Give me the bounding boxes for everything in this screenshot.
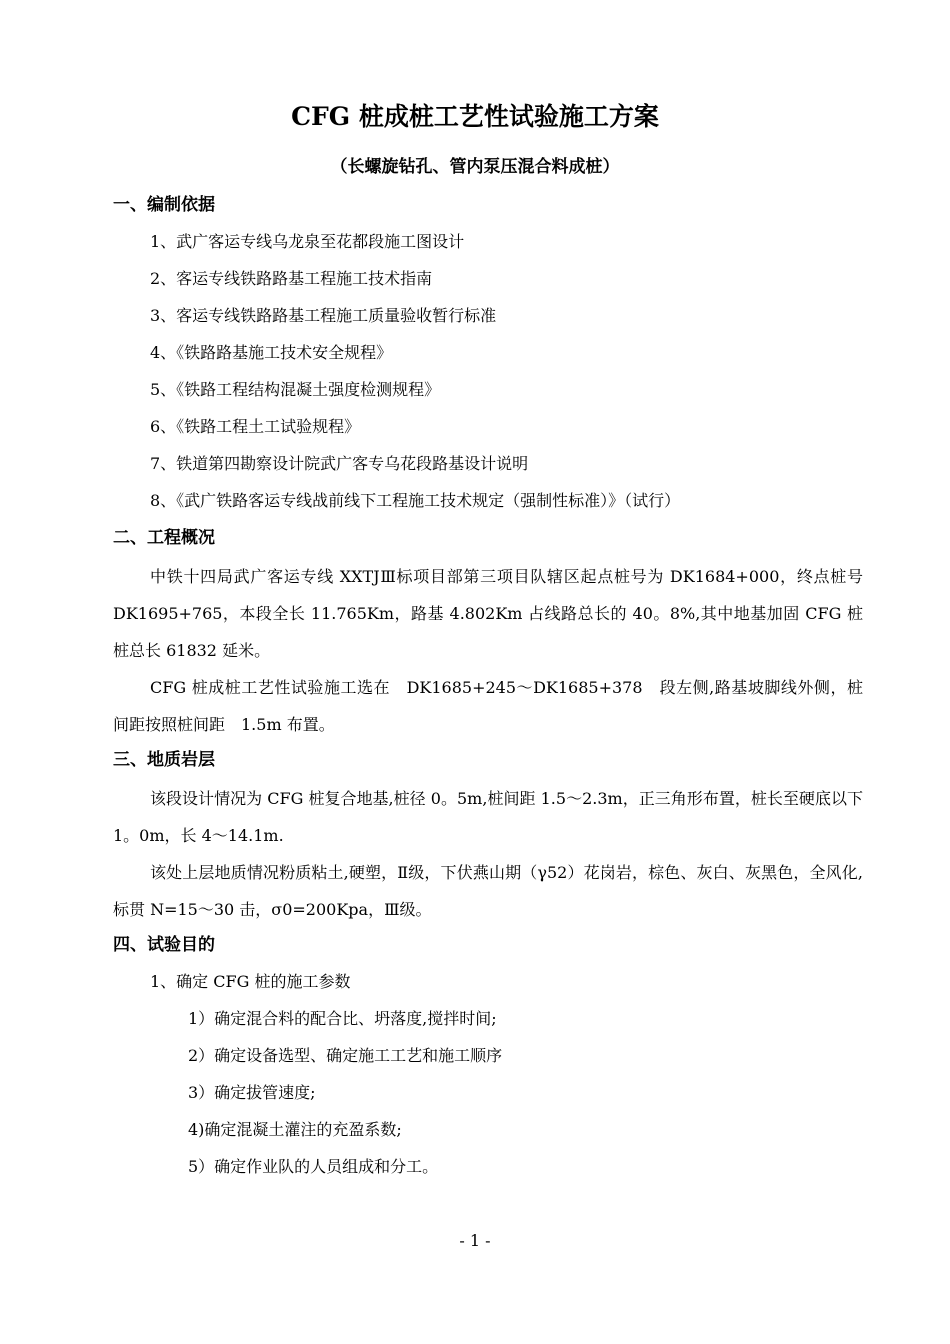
sub-list-item: 5）确定作业队的人员组成和分工。 — [188, 1157, 439, 1176]
list-item: 7、铁道第四勘察设计院武广客专乌花段路基设计说明 — [150, 454, 529, 473]
section-heading-purpose: 四、试验目的 — [113, 935, 215, 955]
list-item: 5、《铁路工程结构混凝土强度检测规程》 — [150, 380, 441, 399]
list-item: 6、《铁路工程土工试验规程》 — [150, 417, 361, 436]
list-item: 1、确定 CFG 桩的施工参数 — [150, 972, 351, 991]
section-heading-overview: 二、工程概况 — [113, 528, 215, 548]
sub-list-item: 4)确定混凝土灌注的充盈系数; — [188, 1120, 402, 1139]
document-subtitle: （长螺旋钻孔、管内泵压混合料成桩） — [330, 157, 620, 177]
paragraph: 中铁十四局武广客运专线 XXTJⅢ标项目部第三项目队辖区起点桩号为 DK1684+000，终点桩号 DK1695+765，本段全长 11.765Km，路基 4.802Km 占线路总长的 40。8%,其中地基加固 CFG 桩桩总长 61832 延米。 — [113, 567, 863, 660]
sub-list-item: 2）确定设备选型、确定施工工艺和施工顺序 — [188, 1046, 503, 1065]
paragraph: 该段设计情况为 CFG 桩复合地基,桩径 0。5m,桩间距 1.5～2.3m，正三角形布置，桩长至硬底以下 1。0m，长 4～14.1m. — [113, 789, 863, 845]
section-heading-basis: 一、编制依据 — [113, 195, 215, 215]
list-item: 8、《武广铁路客运专线战前线下工程施工技术规定（强制性标准）》（试行） — [150, 491, 681, 510]
list-item: 3、客运专线铁路路基工程施工质量验收暂行标准 — [150, 306, 497, 325]
page-number: - 1 - — [459, 1231, 491, 1250]
sub-list-item: 1）确定混合料的配合比、坍落度,搅拌时间; — [188, 1009, 497, 1028]
document-title: CFG 桩成桩工艺性试验施工方案 — [291, 102, 659, 131]
paragraph: 该处上层地质情况粉质粘土,硬塑，Ⅱ级，下伏燕山期（γ52）花岗岩，棕色、灰白、灰黑色，全风化,标贯 N=15～30 击，σ0=200Kpa，Ⅲ级。 — [113, 863, 863, 919]
paragraph: CFG 桩成桩工艺性试验施工选在 DK1685+245～DK1685+378 段左侧,路基坡脚线外侧，桩间距按照桩间距 1.5m 布置。 — [113, 678, 863, 734]
section-heading-geology: 三、地质岩层 — [113, 750, 215, 770]
list-item: 1、武广客运专线乌龙泉至花都段施工图设计 — [150, 232, 465, 251]
list-item: 2、客运专线铁路路基工程施工技术指南 — [150, 269, 433, 288]
sub-list-item: 3）确定拔管速度; — [188, 1083, 316, 1102]
list-item: 4、《铁路路基施工技术安全规程》 — [150, 343, 393, 362]
document-body — [113, 188, 863, 1187]
